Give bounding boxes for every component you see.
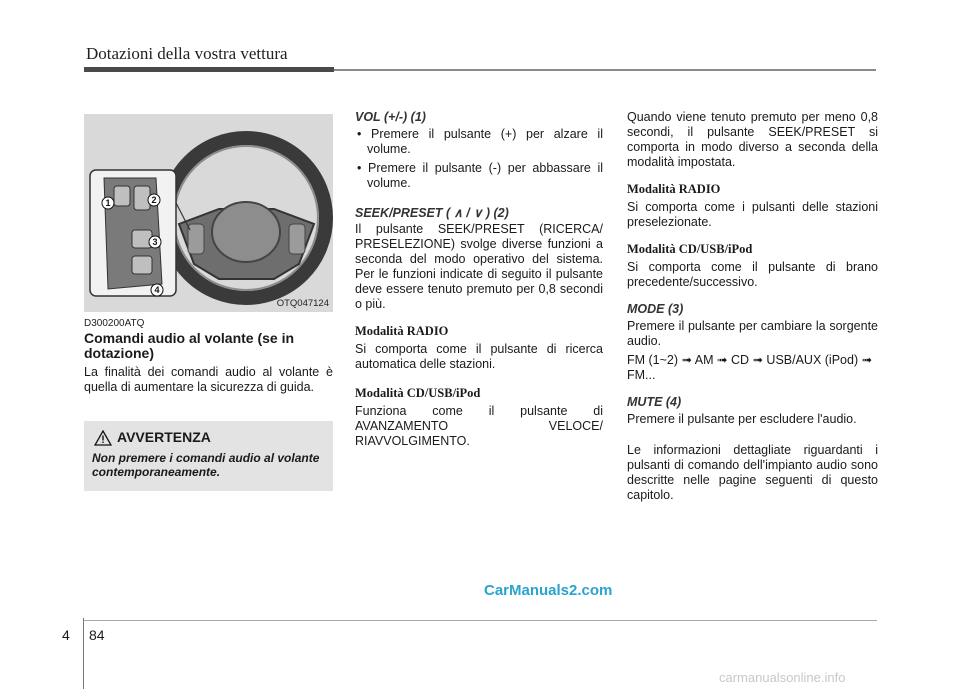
cd-heading-right: Modalità CD/USB/iPod	[627, 242, 753, 256]
footer-vertical-rule	[83, 618, 84, 689]
mute-paragraph: Premere il pulsante per escludere l'audio.	[627, 412, 857, 426]
cd-heading-mid: Modalità CD/USB/iPod	[355, 386, 481, 400]
seek-heading: SEEK/PRESET ( ∧ / ∨ ) (2)	[355, 206, 509, 220]
callout-2-label: 2	[151, 195, 157, 205]
section-number: 4	[62, 627, 70, 643]
callout-4-label: 4	[154, 285, 160, 295]
intro-paragraph: La finalità dei comandi audio al volante è quella di aumentare la sicurezza di guida.	[84, 365, 333, 394]
section-code: D300200ATQ	[84, 318, 145, 329]
warning-text: Non premere i comandi audio al volante contemporaneamente.	[92, 451, 320, 479]
page-number: 84	[89, 627, 105, 643]
steering-wheel-figure	[84, 114, 333, 312]
cd-paragraph-mid: Funziona come il pulsante di AVANZAMENTO VELOCE/ RIAVVOLGIMENTO.	[355, 404, 603, 448]
radio-heading-right: Modalità RADIO	[627, 182, 721, 196]
mode-button	[132, 230, 152, 248]
middle-column	[355, 110, 603, 449]
warning-title: AVVERTENZA	[117, 429, 211, 445]
figure-code: OTQ047124	[276, 298, 329, 309]
vol-heading: VOL (+/-) (1)	[355, 110, 426, 124]
warning-triangle-icon	[94, 430, 112, 446]
mode-paragraph: Premere il pulsante per cambiare la sorgente audio.	[627, 319, 878, 348]
mode-sequence: FM (1~2) ➟ AM ➟ CD ➟ USB/AUX (iPod) ➟ FM...	[627, 353, 873, 382]
footer-site-mark: carmanualsonline.info	[719, 670, 846, 685]
callout-3-label: 3	[152, 237, 158, 247]
watermark-text: CarManuals2.com	[484, 582, 613, 599]
right-control-pod	[289, 224, 305, 254]
seek-button	[134, 186, 150, 210]
right-column	[627, 110, 878, 503]
steering-wheel-illustration	[84, 114, 333, 312]
left-control-pod	[188, 224, 204, 254]
radio-paragraph-mid: Si comporta come il pulsante di ricerca automatica delle stazioni.	[355, 342, 603, 371]
mode-heading: MODE (3)	[627, 302, 684, 316]
seek-paragraph: Il pulsante SEEK/PRESET (RICERCA/ PRESELEZIONE) svolge diverse funzioni a seconda del modo operativo del sistema. Per le funzioni indicate di seguito il pulsante deve essere tenuto premuto per 0,8 secondi o più.	[355, 222, 603, 311]
radio-paragraph-right: Si comporta come i pulsanti delle stazioni preselezionate.	[627, 200, 878, 229]
mute-heading: MUTE (4)	[627, 395, 682, 409]
callout-1-label: 1	[105, 198, 111, 208]
warning-box	[84, 421, 333, 491]
footer-horizontal-rule	[84, 620, 877, 621]
vol-bullet-1: • Premere il pulsante (+) per alzare il volume.	[357, 127, 603, 156]
header-title: Dotazioni della vostra vettura	[86, 44, 288, 63]
section-title: Comandi audio al volante (se in dotazione)	[84, 330, 295, 361]
info-paragraph: Le informazioni dettagliate riguardanti i pulsanti di comando dell'impianto audio sono descritte nelle pagine seguenti di questo capitolo.	[627, 443, 878, 502]
hold-paragraph: Quando viene tenuto premuto per meno 0,8 secondi, il pulsante SEEK/PRESET si comporta in modo diverso a seconda della modalità impostata.	[627, 110, 878, 169]
vol-button	[114, 186, 130, 206]
cd-paragraph-right: Si comporta come il pulsante di brano precedente/successivo.	[627, 260, 878, 289]
header-rule-light	[334, 69, 876, 71]
airbag-pad	[212, 202, 280, 262]
header-rule-dark	[84, 67, 334, 72]
mute-button	[132, 256, 152, 274]
radio-heading-mid: Modalità RADIO	[355, 324, 449, 338]
vol-bullet-2: • Premere il pulsante (-) per abbassare il volume.	[357, 161, 603, 190]
